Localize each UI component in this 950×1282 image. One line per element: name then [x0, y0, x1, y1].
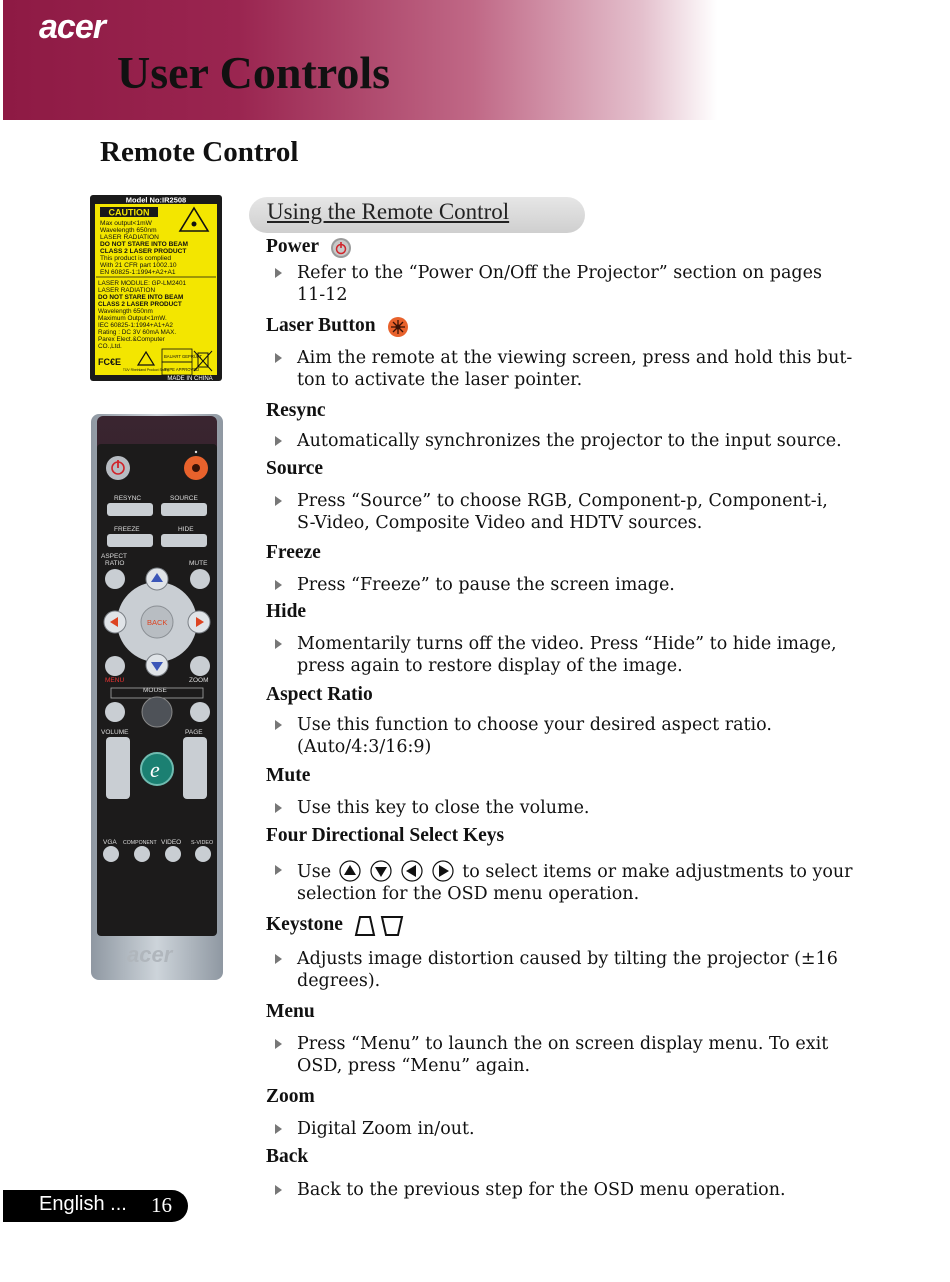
item-desc-source — [275, 491, 855, 534]
desc-line: Back to the previous step for the OSD menu operation. — [297, 1180, 786, 1200]
label-line: This product is complied — [100, 255, 172, 262]
desc-line: to select items or make adjustments to your — [462, 862, 853, 882]
remote-mute-button — [190, 569, 210, 589]
desc-line: press again to restore display of the image. — [297, 655, 683, 676]
page-footer — [3, 1190, 188, 1222]
keystone-icon — [354, 915, 404, 937]
remote-resync-button — [107, 503, 153, 516]
item-desc-resync — [275, 431, 855, 453]
item-title-directional-keys — [266, 825, 504, 847]
item-title-mute — [266, 765, 310, 787]
remote-component-label: COMPONENT — [123, 840, 157, 846]
label-line: CLASS 2 LASER PRODUCT — [98, 301, 182, 308]
item-title-text: Hide — [266, 601, 307, 622]
remote-mouse-pad — [142, 697, 172, 727]
label-line: Wavelength 650nm — [98, 308, 153, 315]
bullet-arrow-icon — [275, 954, 282, 964]
item-desc-mute — [275, 798, 855, 820]
desc-line: Use — [297, 862, 332, 882]
label-line: Wavelength 650nm — [100, 227, 157, 234]
label-line: Rating : DC 3V 60mA MAX. — [98, 329, 177, 336]
arrow-keys-icons — [339, 860, 455, 882]
item-title-text: Freeze — [266, 542, 321, 563]
item-title-menu — [266, 1001, 315, 1023]
item-title-hide — [266, 601, 306, 623]
remote-back-label: BACK — [147, 618, 168, 627]
item-title-aspect-ratio — [266, 684, 373, 706]
bullet-arrow-icon — [275, 803, 282, 813]
label-line: LASER RADIATION — [98, 287, 156, 294]
label-line: Max output<1mW — [100, 220, 152, 227]
bullet-arrow-icon — [275, 496, 282, 506]
desc-line: Press “Freeze” to pause the screen image. — [297, 575, 675, 595]
subsection-pill — [249, 197, 585, 233]
item-desc-keystone — [275, 949, 855, 992]
remote-aspect-button — [105, 569, 125, 589]
label-line: DO NOT STARE INTO BEAM — [98, 294, 184, 301]
bullet-arrow-icon — [275, 353, 282, 363]
fcc-ce-mark: FC€E — [98, 357, 122, 367]
remote-volume-rocker — [106, 737, 130, 799]
label-line: EN 60825-1:1994+A2+A1 — [100, 269, 176, 276]
remote-aspect-label: ASPECT — [101, 553, 128, 560]
remote-freeze-label: FREEZE — [114, 526, 140, 533]
desc-line: Automatically synchronizes the projector to the input source. — [297, 431, 842, 451]
desc-line: Press “Source” to choose RGB, Component-p, Component-i, — [297, 491, 828, 511]
remote-vga-button — [103, 846, 119, 862]
item-desc-freeze — [275, 575, 855, 597]
item-desc-menu — [275, 1034, 855, 1077]
item-title-text: Mute — [266, 765, 311, 786]
made-in: MADE IN CHINA — [167, 376, 213, 381]
remote-ratio-label: RATIO — [105, 560, 125, 567]
label-line: LASER MODULE: GP-LM2401 — [98, 280, 187, 287]
item-desc-zoom — [275, 1119, 855, 1141]
remote-volume-label: VOLUME — [101, 729, 129, 736]
remote-menu-label: MENU — [105, 677, 125, 684]
item-desc-back — [275, 1180, 855, 1202]
item-desc-hide — [275, 634, 855, 677]
item-title-resync — [266, 400, 326, 422]
item-title-power — [266, 236, 352, 259]
desc-line: Adjusts image distortion caused by tilting the projector (±16 — [297, 949, 838, 969]
label-line: DO NOT STARE INTO BEAM — [100, 241, 189, 248]
remote-resync-label: RESYNC — [114, 495, 142, 502]
remote-vga-label: VGA — [103, 839, 117, 846]
item-title-text: Power — [266, 236, 319, 257]
remote-component-button — [134, 846, 150, 862]
desc-line: Aim the remote at the viewing screen, press and hold this but- — [297, 348, 853, 368]
remote-source-button — [161, 503, 207, 516]
item-title-text: Zoom — [266, 1086, 315, 1107]
item-desc-power — [275, 263, 855, 306]
item-title-laser — [266, 315, 409, 338]
bullet-arrow-icon — [275, 865, 282, 875]
desc-line: Use this key to close the volume. — [297, 798, 590, 818]
item-title-text: Keystone — [266, 914, 343, 935]
item-desc-aspect-ratio — [275, 715, 855, 758]
remote-mouse-left-button — [105, 702, 125, 722]
item-title-keystone — [266, 914, 404, 937]
remote-e-key-label: e — [150, 757, 160, 782]
label-line: IEC 60825-1:1994+A1+A2 — [98, 322, 173, 329]
bullet-arrow-icon — [275, 1124, 282, 1134]
remote-mouse-right-button — [190, 702, 210, 722]
item-title-text: Aspect Ratio — [266, 684, 373, 705]
bullet-arrow-icon — [275, 720, 282, 730]
remote-brand: acer — [127, 942, 173, 967]
laser-icon — [387, 316, 409, 338]
power-icon — [330, 237, 352, 259]
item-desc-directional-keys — [275, 860, 855, 905]
remote-hide-label: HIDE — [178, 526, 194, 533]
item-title-zoom — [266, 1086, 315, 1108]
desc-line: Press “Menu” to launch the on screen display menu. To exit — [297, 1034, 829, 1054]
item-title-text: Source — [266, 458, 324, 479]
item-title-text: Menu — [266, 1001, 315, 1022]
item-title-back — [266, 1146, 308, 1168]
desc-line: Momentarily turns off the video. Press “Hide” to hide image, — [297, 634, 837, 654]
remote-page-label: PAGE — [185, 729, 203, 736]
bullet-arrow-icon — [275, 1185, 282, 1195]
remote-video-label: VIDEO — [161, 839, 182, 846]
remote-zoom-button — [190, 656, 210, 676]
page-title: User Controls — [117, 47, 391, 98]
remote-hide-button — [161, 534, 207, 547]
desc-line: degrees). — [297, 970, 381, 991]
desc-line: Refer to the “Power On/Off the Projector” section on pages — [297, 263, 822, 283]
label-line: LASER RADIATION — [100, 234, 159, 241]
label-line: With 21 CFR part 1002.10 — [100, 262, 177, 269]
remote-svideo-label: S-VIDEO — [191, 840, 214, 846]
bullet-arrow-icon — [275, 436, 282, 446]
section-title: Remote Control — [100, 136, 299, 168]
desc-line: (Auto/4:3/16:9) — [297, 736, 432, 757]
label-caution: CAUTION — [108, 207, 150, 218]
item-title-text: Back — [266, 1146, 309, 1167]
tuv-text: TÜV Rheinland Product Safety — [122, 368, 170, 372]
label-line: CLASS 2 LASER PRODUCT — [100, 248, 187, 255]
remote-zoom-label: ZOOM — [189, 677, 209, 684]
remote-freeze-button — [107, 534, 153, 547]
badge-bauart: BAUART GEPRÜFT — [164, 354, 203, 359]
desc-line: 11-12 — [297, 284, 348, 305]
page-number: 16 — [151, 1193, 172, 1217]
label-line: Maximum Output<1mW. — [98, 315, 167, 322]
laser-caution-label — [90, 195, 222, 381]
remote-power-button — [106, 456, 130, 480]
desc-line: Use this function to choose your desired aspect ratio. — [297, 715, 772, 735]
footer-language: English ... — [39, 1193, 127, 1215]
desc-line: Digital Zoom in/out. — [297, 1119, 475, 1139]
remote-page-rocker — [183, 737, 207, 799]
desc-line: S-Video, Composite Video and HDTV sources. — [297, 512, 703, 533]
remote-source-label: SOURCE — [170, 495, 198, 502]
label-model: Model No:IR2508 — [125, 195, 187, 205]
item-desc-laser — [275, 348, 855, 391]
desc-line: OSD, press “Menu” again. — [297, 1055, 531, 1076]
remote-video-button — [165, 846, 181, 862]
bullet-arrow-icon — [275, 1039, 282, 1049]
remote-menu-button — [105, 656, 125, 676]
label-line: CO.,Ltd. — [98, 343, 122, 350]
item-title-text: Resync — [266, 400, 326, 421]
subsection-title: Using the Remote Control — [267, 199, 510, 224]
bullet-arrow-icon — [275, 268, 282, 278]
desc-line: selection for the OSD menu operation. — [297, 883, 640, 904]
bullet-arrow-icon — [275, 580, 282, 590]
item-title-text: Laser Button — [266, 315, 376, 336]
acer-logo: acer — [39, 8, 105, 46]
remote-mute-label: MUTE — [189, 560, 208, 567]
item-title-text: Four Directional Select Keys — [266, 825, 505, 846]
remote-laser-button — [184, 456, 208, 480]
label-line: Parex Elect.&Computer — [98, 336, 165, 343]
bullet-arrow-icon — [275, 639, 282, 649]
remote-svideo-button — [195, 846, 211, 862]
item-title-freeze — [266, 542, 321, 564]
remote-control-image — [91, 414, 223, 980]
desc-line: ton to activate the laser pointer. — [297, 369, 583, 390]
item-title-source — [266, 458, 323, 480]
badge-type: TYPE APPROVED — [164, 367, 200, 372]
remote-mouse-label: MOUSE — [143, 687, 167, 694]
